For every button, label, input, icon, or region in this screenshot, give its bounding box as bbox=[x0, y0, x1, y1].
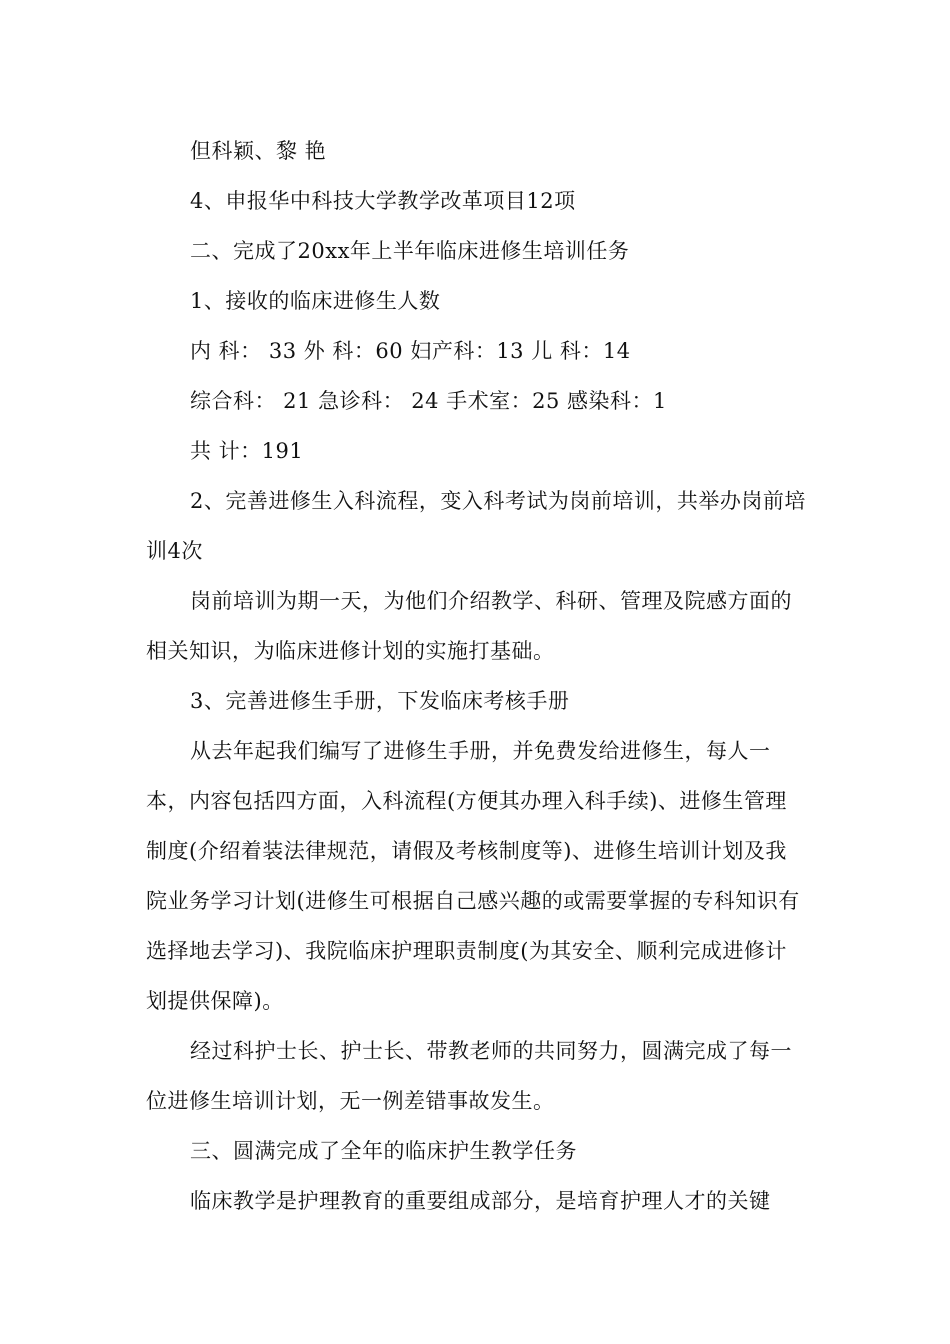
paragraph-handbook-details: 从去年起我们编写了进修生手册，并免费发给进修生，每人一本，内容包括四方面，入科流程(方便其办理入科手续)、进修生管理制度(介绍着装法律规范，请假及考核制度等)、进修生培训计划及我院业务学习计划(进修生可根据自己感兴趣的或需要掌握的专科知识有选择地去学习)、我院临床护理职责制度(为其安全、顺利完成进修计划提供保障)。 bbox=[146, 739, 800, 1013]
section-heading-3: 三、圆满完成了全年的临床护生教学任务 bbox=[190, 1139, 577, 1163]
paragraph-joint-effort: 经过科护士长、护士长、带教老师的共同努力，圆满完成了每一位进修生培训计划，无一例差错事故发生。 bbox=[146, 1039, 792, 1113]
paragraph-handbook-heading: 3、完善进修生手册，下发临床考核手册 bbox=[190, 689, 570, 713]
paragraph-trainee-count-heading: 1、接收的临床进修生人数 bbox=[190, 289, 441, 313]
paragraph-entry-process: 2、完善进修生入科流程，变入科考试为岗前培训，共举办岗前培训4次 bbox=[146, 489, 806, 563]
document-body bbox=[146, 126, 808, 1226]
paragraph-teacher-names: 但科颖、黎 艳 bbox=[190, 139, 327, 163]
paragraph-clinical-teaching: 临床教学是护理教育的重要组成部分，是培育护理人才的关键 bbox=[190, 1189, 771, 1213]
paragraph-dept-counts-2: 综合科： 21 急诊科： 24 手术室：25 感染科：1 bbox=[190, 389, 667, 413]
paragraph-pre-job-training: 岗前培训为期一天，为他们介绍教学、科研、管理及院感方面的相关知识，为临床进修计划的实施打基础。 bbox=[146, 589, 792, 663]
section-heading-2: 二、完成了20xx年上半年临床进修生培训任务 bbox=[190, 239, 630, 263]
paragraph-dept-counts-1: 内 科： 33 外 科：60 妇产科：13 儿 科：14 bbox=[190, 339, 631, 363]
paragraph-reform-projects: 4、申报华中科技大学教学改革项目12项 bbox=[190, 189, 576, 213]
paragraph-total: 共 计：191 bbox=[190, 439, 304, 463]
